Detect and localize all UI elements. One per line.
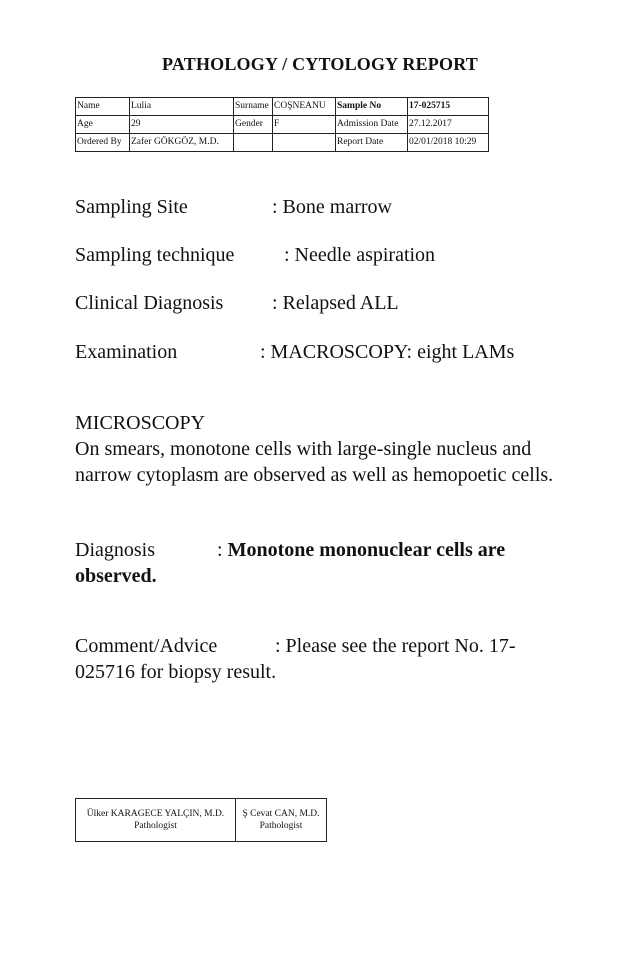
age-label: Age: [76, 116, 130, 134]
sampling-technique-label: Sampling technique: [75, 244, 235, 266]
ordered-by-label: Ordered By: [76, 134, 130, 152]
signer-role: Pathologist: [259, 821, 303, 831]
signer-name: Ülker KARAGECE YALÇIN, M.D.: [86, 809, 225, 819]
examination-value: : MACROSCOPY: eight LAMs: [260, 341, 515, 363]
report-date-value: 02/01/2018 10:29: [408, 134, 489, 152]
microscopy-section: [75, 410, 575, 488]
table-row: [76, 98, 489, 116]
empty-cell: [273, 134, 336, 152]
sampling-site-value: : Bone marrow: [272, 196, 392, 218]
diagnosis-section: [75, 537, 555, 589]
report-date-label: Report Date: [336, 134, 408, 152]
sample-no-label: Sample No: [336, 98, 408, 116]
table-row: [76, 134, 489, 152]
surname-value: COŞNEANU: [273, 98, 336, 116]
empty-cell: [234, 134, 273, 152]
examination-row: [75, 341, 515, 364]
diagnosis-label: Diagnosis: [75, 539, 155, 561]
signature-cell: [76, 799, 236, 842]
name-value: Lulia: [130, 98, 234, 116]
name-label: Name: [76, 98, 130, 116]
comment-label: Comment/Advice: [75, 635, 218, 657]
signer-name: Ş Cevat CAN, M.D.: [242, 809, 320, 819]
diagnosis-colon: :: [217, 539, 223, 561]
diagnosis-value: Monotone mononuclear cells are observed.: [75, 539, 506, 587]
clinical-diagnosis-row: [75, 292, 399, 315]
comment-line-2: 025716 for biopsy result.: [75, 661, 277, 683]
sampling-site-row: [75, 196, 392, 219]
age-value: 29: [130, 116, 234, 134]
microscopy-heading: MICROSCOPY: [75, 412, 206, 434]
sampling-technique-value: : Needle aspiration: [284, 244, 436, 266]
ordered-by-value: Zafer GÖKGÖZ, M.D.: [130, 134, 234, 152]
gender-label: Gender: [234, 116, 273, 134]
signer-role: Pathologist: [134, 821, 177, 831]
comment-value: : Please see the report No. 17-: [275, 635, 516, 657]
signature-cell: [236, 799, 327, 842]
gender-value: F: [273, 116, 336, 134]
report-title: PATHOLOGY / CYTOLOGY REPORT: [162, 54, 478, 74]
sample-no-value: 17-025715: [408, 98, 489, 116]
surname-label: Surname: [234, 98, 273, 116]
table-row: [76, 799, 327, 842]
patient-info-table: [75, 97, 489, 152]
sampling-technique-row: [75, 244, 436, 267]
microscopy-text: On smears, monotone cells with large-single nucleus and narrow cytoplasm are observed as well as hemopoetic cells.: [75, 438, 554, 486]
clinical-diagnosis-label: Clinical Diagnosis: [75, 292, 224, 314]
clinical-diagnosis-value: : Relapsed ALL: [272, 292, 399, 314]
admission-date-label: Admission Date: [336, 116, 408, 134]
admission-date-value: 27.12.2017: [408, 116, 489, 134]
comment-line-1: [75, 633, 575, 659]
examination-label: Examination: [75, 341, 178, 363]
signature-table: [75, 798, 327, 842]
comment-section: [75, 633, 575, 685]
sampling-site-label: Sampling Site: [75, 196, 188, 218]
table-row: [76, 116, 489, 134]
